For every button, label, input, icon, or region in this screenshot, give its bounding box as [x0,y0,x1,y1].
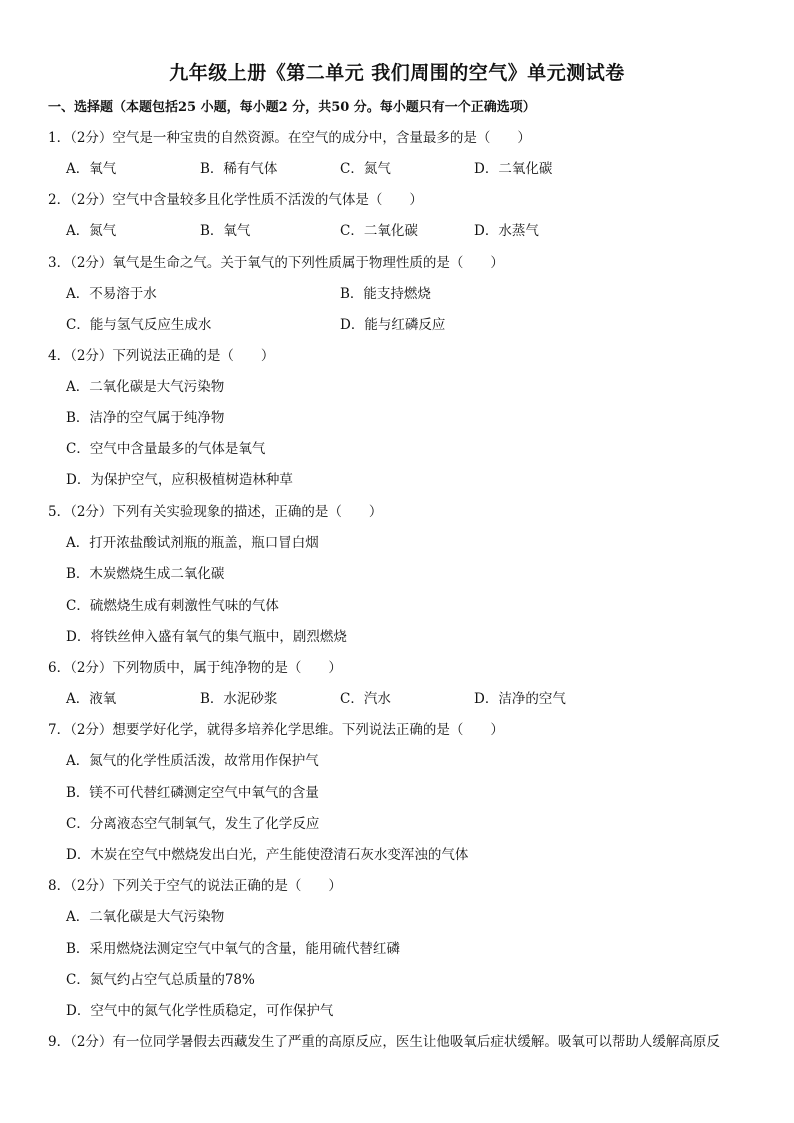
option-c[interactable]: C．分离液态空气制氧气，发生了化学反应 [66,816,320,832]
question-stem: 8．（2分）下列关于空气的说法正确的是（ ） [48,878,342,894]
question-stem: 5．（2分）下列有关实验现象的描述，正确的是（ ） [48,504,383,520]
question-stem: 3．（2分）氧气是生命之气。关于氧气的下列性质属于物理性质的是（ ） [48,255,504,271]
option-a[interactable]: A．液氧 [66,691,117,707]
option-a[interactable]: A．氧气 [66,161,117,177]
option-a[interactable]: A．二氧化碳是大气污染物 [66,909,225,925]
option-d[interactable]: D．水蒸气 [474,223,539,239]
option-d[interactable]: D．木炭在空气中燃烧发出白光，产生能使澄清石灰水变浑浊的气体 [66,847,469,863]
option-c[interactable]: C．空气中含量最多的气体是氧气 [66,441,266,457]
option-a[interactable]: A．氮气的化学性质活泼，故常用作保护气 [66,753,319,769]
option-b[interactable]: B．洁净的空气属于纯净物 [66,410,225,426]
option-d[interactable]: D．能与红磷反应 [340,317,446,333]
option-d[interactable]: D．空气中的氮气化学性质稳定，可作保护气 [66,1003,334,1019]
option-d[interactable]: D．为保护空气，应积极植树造林种草 [66,472,293,488]
question-stem: 2．（2分）空气中含量较多且化学性质不活泼的气体是（ ） [48,192,423,208]
option-a[interactable]: A．氮气 [66,223,117,239]
option-b[interactable]: B．水泥砂浆 [200,691,278,707]
option-b[interactable]: B．采用燃烧法测定空气中氧气的含量，能用硫代替红磷 [66,941,400,957]
option-d[interactable]: D．二氧化碳 [474,161,553,177]
option-c[interactable]: C．氮气约占空气总质量的78% [66,972,255,988]
option-b[interactable]: B．稀有气体 [200,161,278,177]
option-c[interactable]: C．硫燃烧生成有刺激性气味的气体 [66,598,279,614]
question-stem: 4．（2分）下列说法正确的是（ ） [48,348,275,364]
option-b[interactable]: B．能支持燃烧 [340,286,431,302]
option-a[interactable]: A．打开浓盐酸试剂瓶的瓶盖，瓶口冒白烟 [66,535,319,551]
option-c[interactable]: C．二氧化碳 [340,223,418,239]
page-title: 九年级上册《第二单元 我们周围的空气》单元测试卷 [169,62,625,84]
option-d[interactable]: D．将铁丝伸入盛有氧气的集气瓶中，剧烈燃烧 [66,629,347,645]
option-b[interactable]: B．镁不可代替红磷测定空气中氧气的含量 [66,785,319,801]
option-row [66,160,766,178]
option-d[interactable]: D．洁净的空气 [474,691,566,707]
option-c[interactable]: C．氮气 [340,161,391,177]
option-c[interactable]: C．汽水 [340,691,391,707]
option-row [66,222,766,240]
section-heading: 一、选择题（本题包括25 小题，每小题2 分，共50 分。每小题只有一个正确选项） [48,100,536,115]
option-b[interactable]: B．木炭燃烧生成二氧化碳 [66,566,225,582]
option-row [66,690,766,708]
option-c[interactable]: C．能与氢气反应生成水 [66,317,212,333]
option-row [66,316,766,334]
question-stem: 6．（2分）下列物质中，属于纯净物的是（ ） [48,660,342,676]
question-stem: 7．（2分）想要学好化学，就得多培养化学思维。下列说法正确的是（ ） [48,722,504,738]
option-a[interactable]: A．二氧化碳是大气污染物 [66,379,225,395]
option-a[interactable]: A．不易溶于水 [66,286,157,302]
option-row [66,285,766,303]
option-b[interactable]: B．氧气 [200,223,251,239]
question-stem: 1．（2分）空气是一种宝贵的自然资源。在空气的成分中，含量最多的是（ ） [48,130,531,146]
question-stem: 9．（2分）有一位同学暑假去西藏发生了严重的高原反应，医生让他吸氧后症状缓解。吸氧可以帮助人缓解高原反 [48,1034,720,1050]
